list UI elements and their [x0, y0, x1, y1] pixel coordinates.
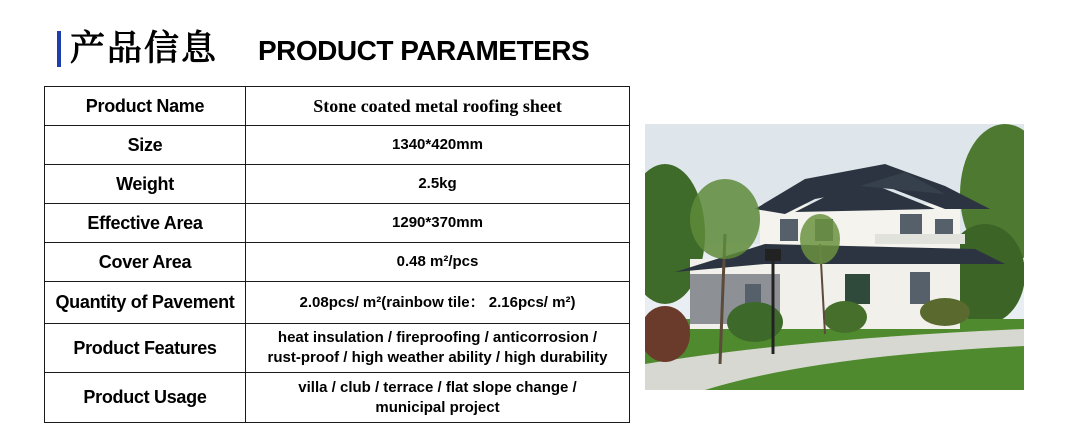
row-value-product-features	[246, 324, 630, 373]
row-label-product-features: Product Features	[45, 324, 246, 373]
row-value-product-usage	[246, 373, 630, 423]
features-line-2: rust-proof / high weather ability / high durability	[267, 349, 608, 366]
row-value-weight: 2.5kg	[246, 165, 630, 204]
row-label-effective-area: Effective Area	[45, 204, 246, 243]
row-label-size: Size	[45, 126, 246, 165]
usage-line-2: municipal project	[375, 398, 500, 416]
row-label-product-usage: Product Usage	[45, 373, 246, 423]
house-photo-icon	[645, 124, 1024, 390]
row-value-quantity-of-pavement: 2.08pcs/ m²(rainbow tile： 2.16pcs/ m²)	[246, 282, 630, 324]
table-row	[45, 282, 630, 324]
usage-line-1: villa / club / terrace / flat slope change /	[298, 378, 577, 396]
table-row	[45, 373, 630, 423]
row-value-effective-area: 1290*370mm	[246, 204, 630, 243]
product-parameters-table	[44, 86, 630, 423]
table-row	[45, 204, 630, 243]
page-title-chinese: 产品信息	[70, 29, 219, 69]
table-row	[45, 126, 630, 165]
house-photo	[645, 124, 1024, 390]
row-label-product-name: Product Name	[45, 87, 246, 126]
row-label-cover-area: Cover Area	[45, 243, 246, 282]
row-value-product-name: Stone coated metal roofing sheet	[246, 87, 630, 126]
table-row	[45, 165, 630, 204]
table-row	[45, 243, 630, 282]
page-title-english: PRODUCT PARAMETERS	[258, 35, 590, 66]
title-accent-bar	[57, 31, 61, 67]
row-value-cover-area: 0.48 m²/pcs	[246, 243, 630, 282]
row-label-weight: Weight	[45, 165, 246, 204]
row-value-size: 1340*420mm	[246, 126, 630, 165]
features-line-1: heat insulation / fireproofing / anticorrosion /	[277, 329, 598, 346]
row-label-quantity-of-pavement: Quantity of Pavement	[45, 282, 246, 324]
table-row	[45, 87, 630, 126]
table-row	[45, 324, 630, 373]
